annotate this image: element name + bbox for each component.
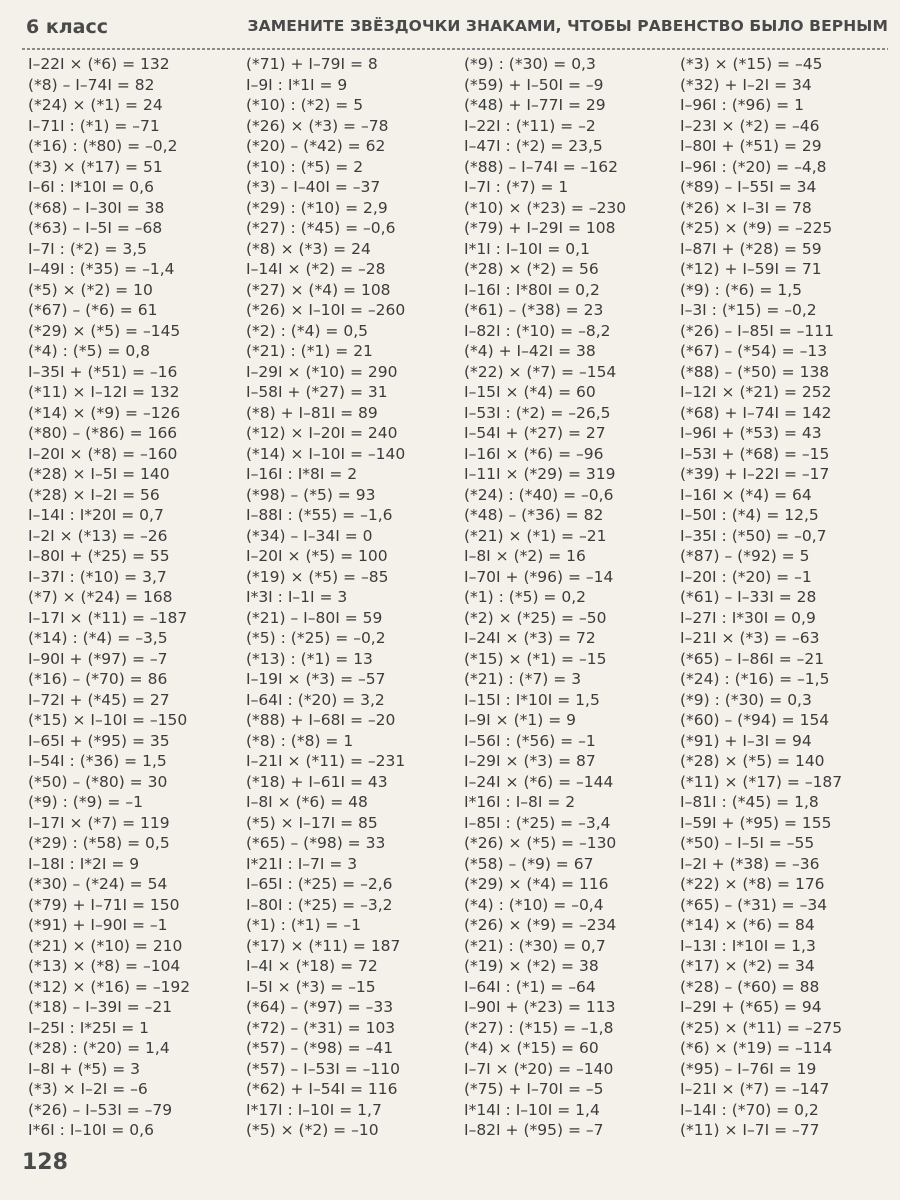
equation-item: I–58I + (*27) = 31 <box>246 383 388 401</box>
equation-item: (*39) + I–22I = –17 <box>680 465 830 483</box>
equation-item: I–7I : (*2) = 3,5 <box>28 239 148 258</box>
equation-item: I–20I : (*20) = –1 <box>680 567 812 586</box>
equation-item: (*26) × I–3I = 78 <box>680 198 812 217</box>
header-divider <box>22 48 888 50</box>
equation-item: I–4I × (*18) = 72 <box>246 957 378 975</box>
equation-item: (*26) × (*3) = –78 <box>246 116 389 135</box>
equation-item: I–14I : I*20I = 0,7 <box>28 506 164 524</box>
equation-item: I–25I : I*25I = 1 <box>28 1018 150 1037</box>
equation-item: I–21I × (*11) = –231 <box>246 752 406 770</box>
equation-item: I*6I : I–10I = 0,6 <box>28 1121 154 1139</box>
equation-item: (*22) × (*7) = –154 <box>464 362 617 381</box>
equation-item: (*29) : (*58) = 0,5 <box>28 834 170 852</box>
equation-item: (*27) × (*4) = 108 <box>246 280 391 299</box>
equation-item: I–85I : (*25) = –3,4 <box>464 813 611 832</box>
equation-item: (*57) – I–53I = –110 <box>246 1059 400 1078</box>
equation-item: (*15) × I–10I = –150 <box>28 711 188 729</box>
equation-item: I–22I : (*11) = –2 <box>464 116 596 135</box>
equation-item: I–13I : I*10I = 1,3 <box>680 936 816 955</box>
equation-item: I–49I : (*35) = –1,4 <box>28 260 175 278</box>
equation-item: (*95) – I–76I = 19 <box>680 1059 817 1078</box>
equation-item: (*60) – (*94) = 154 <box>680 711 830 729</box>
equation-item: (*17) × (*11) = 187 <box>246 936 401 955</box>
equation-item: (*19) × (*2) = 38 <box>464 957 599 975</box>
equation-item: (*71) + I–79I = 8 <box>246 55 378 73</box>
equation-item: I–9I : I*1I = 9 <box>246 75 348 94</box>
equation-item: (*12) × I–20I = 240 <box>246 424 398 442</box>
equation-item: (*24) × (*1) = 24 <box>28 96 163 114</box>
equation-item: (*26) – I–53I = –79 <box>28 1100 173 1119</box>
equation-item: I*17I : I–10I = 1,7 <box>246 1100 382 1119</box>
equation-item: (*48) + I–77I = 29 <box>464 96 606 114</box>
equation-item: (*10) : (*2) = 5 <box>246 96 364 114</box>
equation-item: (*26) × I–10I = –260 <box>246 301 406 319</box>
equation-item: (*88) – (*50) = 138 <box>680 362 830 381</box>
equation-item: (*19) × (*5) = –85 <box>246 567 389 586</box>
equation-item: I–29I × (*3) = 87 <box>464 752 596 770</box>
equation-item: I–82I : (*10) = –8,2 <box>464 321 611 340</box>
equation-item: (*21) × (*1) = –21 <box>464 526 607 545</box>
equation-item: (*21) × (*10) = 210 <box>28 936 183 955</box>
equation-item: I–29I × (*10) = 290 <box>246 362 398 381</box>
equation-item: I–7I × (*20) = –140 <box>464 1059 614 1078</box>
equation-item: I–17I × (*7) = 119 <box>28 813 170 832</box>
equation-item: (*9) : (*30) = 0,3 <box>680 690 812 709</box>
equation-item: (*18) + I–61I = 43 <box>246 772 388 791</box>
equation-item: I–24I × (*6) = –144 <box>464 772 614 791</box>
equation-item: (*65) – I–86I = –21 <box>680 649 825 668</box>
equation-item: (*28) – (*60) = 88 <box>680 977 820 996</box>
equation-item: I–80I + (*25) = 55 <box>28 547 170 565</box>
equation-item: (*28) × I–2I = 56 <box>28 485 160 504</box>
equation-item: (*13) × (*8) = –104 <box>28 957 181 975</box>
grade-label: 6 класс <box>26 16 108 38</box>
equation-item: (*10) × (*23) = –230 <box>464 198 627 217</box>
equation-item: I*14I : I–10I = 1,4 <box>464 1100 600 1119</box>
equation-item: I–80I + (*51) = 29 <box>680 137 822 155</box>
equation-item: (*27) : (*45) = –0,6 <box>246 219 396 237</box>
equation-item: I–47I : (*2) = 23,5 <box>464 137 603 155</box>
equation-item: (*8) : (*8) = 1 <box>246 731 354 750</box>
exercise-columns <box>28 54 888 1146</box>
equation-item: I–35I : (*50) = –0,7 <box>680 526 827 545</box>
equation-item: (*88) + I–68I = –20 <box>246 711 396 729</box>
equation-item: (*17) × (*2) = 34 <box>680 957 815 975</box>
equation-item: (*14) × (*9) = –126 <box>28 403 181 422</box>
equation-item: (*67) – (*54) = –13 <box>680 342 828 360</box>
equation-item: I–11I × (*29) = 319 <box>464 465 616 483</box>
equation-item: (*2) : (*4) = 0,5 <box>246 321 368 340</box>
equation-item: (*65) – (*98) = 33 <box>246 834 386 852</box>
equation-item: I–7I : (*7) = 1 <box>464 178 569 196</box>
equation-item: (*91) + I–3I = 94 <box>680 731 812 750</box>
equation-item: I–65I + (*95) = 35 <box>28 731 170 750</box>
equation-item: (*12) + I–59I = 71 <box>680 260 822 278</box>
equation-item: (*28) × I–5I = 140 <box>28 465 170 483</box>
equation-item: (*6) × (*19) = –114 <box>680 1039 833 1057</box>
equation-item: (*26) × (*9) = –234 <box>464 916 617 934</box>
equation-item: (*27) : (*15) = –1,8 <box>464 1018 614 1037</box>
equation-item: (*9) : (*30) = 0,3 <box>464 55 596 73</box>
equation-item: (*13) : (*1) = 13 <box>246 649 373 668</box>
equation-item: (*80) – (*86) = 166 <box>28 424 178 442</box>
equation-item: (*79) + I–29I = 108 <box>464 219 616 237</box>
equation-item: (*8) – I–74I = 82 <box>28 75 155 94</box>
equation-item: (*28) : (*20) = 1,4 <box>28 1039 170 1057</box>
equation-item: (*4) × (*15) = 60 <box>464 1039 599 1057</box>
equation-item: I*1I : I–10I = 0,1 <box>464 239 590 258</box>
equation-item: (*11) × I–12I = 132 <box>28 383 180 401</box>
equation-item: I–90I + (*97) = –7 <box>28 649 168 668</box>
equation-item: I–54I : (*36) = 1,5 <box>28 752 167 770</box>
equation-item: (*98) – (*5) = 93 <box>246 485 376 504</box>
equation-item: I–2I × (*13) = –26 <box>28 526 168 545</box>
equation-item: I–27I : I*30I = 0,9 <box>680 608 816 627</box>
equation-item: (*79) + I–71I = 150 <box>28 895 180 914</box>
equation-item: (*8) × (*3) = 24 <box>246 239 371 258</box>
equation-item: (*57) – (*98) = –41 <box>246 1039 394 1057</box>
equation-item: (*14) : (*4) = –3,5 <box>28 629 168 647</box>
equation-item: I–3I : (*15) = –0,2 <box>680 301 817 319</box>
equation-item: I–8I × (*2) = 16 <box>464 547 586 565</box>
equation-item: (*34) – I–34I = 0 <box>246 526 373 545</box>
equation-item: I–96I : (*20) = –4,8 <box>680 157 827 176</box>
equation-item: I–8I + (*5) = 3 <box>28 1059 141 1078</box>
equation-item: (*21) : (*30) = 0,7 <box>464 936 606 955</box>
equation-item: (*3) × (*17) = 51 <box>28 157 163 176</box>
equation-item: (*11) × I–7I = –77 <box>680 1121 820 1139</box>
equation-item: I–59I + (*95) = 155 <box>680 813 832 832</box>
equation-item: I–19I × (*3) = –57 <box>246 670 386 688</box>
equation-item: (*10) : (*5) = 2 <box>246 157 364 176</box>
equation-item: I–8I × (*6) = 48 <box>246 793 368 811</box>
exercise-column-2 <box>246 54 458 1141</box>
equation-item: I–16I × (*6) = –96 <box>464 444 604 463</box>
equation-item: I*16I : I–8I = 2 <box>464 793 576 811</box>
equation-item: (*75) + I–70I = –5 <box>464 1080 604 1098</box>
equation-item: (*30) – (*24) = 54 <box>28 875 168 893</box>
equation-item: (*4) : (*5) = 0,8 <box>28 342 150 360</box>
page-header <box>22 14 888 44</box>
equation-item: (*4) + I–42I = 38 <box>464 342 596 360</box>
equation-item: I–18I : I*2I = 9 <box>28 854 140 873</box>
equation-item: (*25) × (*11) = –275 <box>680 1018 843 1037</box>
equation-item: I–21I × (*7) = –147 <box>680 1080 830 1098</box>
equation-item: (*12) × (*16) = –192 <box>28 977 191 996</box>
equation-item: I–65I : (*25) = –2,6 <box>246 875 393 893</box>
equation-item: (*26) – I–85I = –111 <box>680 321 834 340</box>
equation-item: (*20) – (*42) = 62 <box>246 137 386 155</box>
equation-item: (*14) × I–10I = –140 <box>246 444 406 463</box>
equation-item: I–96I : (*96) = 1 <box>680 96 804 114</box>
equation-item: (*24) : (*16) = –1,5 <box>680 670 830 688</box>
equation-item: I–90I + (*23) = 113 <box>464 998 616 1016</box>
equation-item: (*2) × (*25) = –50 <box>464 608 607 627</box>
equation-item: I–53I : (*2) = –26,5 <box>464 403 611 422</box>
equation-item: I–12I × (*21) = 252 <box>680 383 832 401</box>
equation-item: (*32) + I–2I = 34 <box>680 75 812 94</box>
equation-item: I–96I + (*53) = 43 <box>680 424 822 442</box>
equation-item: (*58) – (*9) = 67 <box>464 854 594 873</box>
equation-item: I–81I : (*45) = 1,8 <box>680 793 819 811</box>
equation-item: (*15) × (*1) = –15 <box>464 649 607 668</box>
equation-item: I–87I + (*28) = 59 <box>680 239 822 258</box>
equation-item: I–80I : (*25) = –3,2 <box>246 895 393 914</box>
exercise-title: ЗАМЕНИТЕ ЗВЁЗДОЧКИ ЗНАКАМИ, ЧТОБЫ РАВЕНСТВО БЫЛО ВЕРНЫМ <box>247 17 888 35</box>
equation-item: I–64I : (*20) = 3,2 <box>246 690 385 709</box>
equation-item: I–72I + (*45) = 27 <box>28 690 170 709</box>
equation-item: I–20I × (*8) = –160 <box>28 444 178 463</box>
equation-item: (*59) + I–50I = –9 <box>464 75 604 94</box>
equation-item: (*5) × (*2) = –10 <box>246 1121 379 1139</box>
equation-item: (*61) – (*38) = 23 <box>464 301 604 319</box>
equation-item: (*65) – (*31) = –34 <box>680 895 828 914</box>
equation-item: (*9) : (*9) = –1 <box>28 793 143 811</box>
equation-item: (*21) – I–80I = 59 <box>246 608 383 627</box>
equation-item: (*62) + I–54I = 116 <box>246 1080 398 1098</box>
equation-item: I–17I × (*11) = –187 <box>28 608 188 627</box>
equation-item: (*8) + I–81I = 89 <box>246 403 378 422</box>
equation-item: (*48) – (*36) = 82 <box>464 506 604 524</box>
equation-item: (*3) × (*15) = –45 <box>680 55 823 73</box>
equation-item: I–5I × (*3) = –15 <box>246 977 376 996</box>
equation-item: (*26) × (*5) = –130 <box>464 834 617 852</box>
equation-item: I–23I × (*2) = –46 <box>680 116 820 135</box>
equation-item: I–16I × (*4) = 64 <box>680 485 812 504</box>
equation-item: I–14I × (*2) = –28 <box>246 260 386 278</box>
equation-item: I–70I + (*96) = –14 <box>464 567 614 586</box>
equation-item: (*5) : (*25) = –0,2 <box>246 629 386 647</box>
equation-item: I–82I + (*95) = –7 <box>464 1121 604 1139</box>
equation-item: I–14I : (*70) = 0,2 <box>680 1100 819 1119</box>
equation-item: (*5) × (*2) = 10 <box>28 280 153 299</box>
equation-item: (*4) : (*10) = –0,4 <box>464 895 604 914</box>
equation-item: (*50) – I–5I = –55 <box>680 834 815 852</box>
equation-item: (*64) – (*97) = –33 <box>246 998 394 1016</box>
equation-item: (*68) + I–74I = 142 <box>680 403 832 422</box>
equation-item: (*28) × (*5) = 140 <box>680 752 825 770</box>
equation-item: I–9I × (*1) = 9 <box>464 711 577 729</box>
equation-item: (*1) : (*1) = –1 <box>246 916 361 934</box>
equation-item: (*87) – (*92) = 5 <box>680 547 810 565</box>
equation-item: (*18) – I–39I = –21 <box>28 998 173 1016</box>
equation-item: I–15I : I*10I = 1,5 <box>464 690 600 709</box>
equation-item: (*24) : (*40) = –0,6 <box>464 485 614 504</box>
equation-item: (*91) + I–90I = –1 <box>28 916 168 934</box>
equation-item: I–2I + (*38) = –36 <box>680 854 820 873</box>
equation-item: (*89) – I–55I = 34 <box>680 178 817 196</box>
equation-item: (*22) × (*8) = 176 <box>680 875 825 893</box>
equation-item: (*72) – (*31) = 103 <box>246 1018 396 1037</box>
equation-item: I–56I : (*56) = –1 <box>464 731 596 750</box>
equation-item: (*68) – I–30I = 38 <box>28 198 165 217</box>
equation-item: (*50) – (*80) = 30 <box>28 772 168 791</box>
equation-item: I–35I + (*51) = –16 <box>28 362 178 381</box>
equation-item: I–64I : (*1) = –64 <box>464 977 596 996</box>
equation-item: I–71I : (*1) = –71 <box>28 116 160 135</box>
equation-item: (*88) – I–74I = –162 <box>464 157 618 176</box>
equation-item: (*3) × I–2I = –6 <box>28 1080 148 1098</box>
equation-item: (*7) × (*24) = 168 <box>28 588 173 606</box>
equation-item: (*16) : (*80) = –0,2 <box>28 137 178 155</box>
equation-item: I–29I + (*65) = 94 <box>680 998 822 1016</box>
equation-item: I–53I + (*68) = –15 <box>680 444 830 463</box>
equation-item: (*28) × (*2) = 56 <box>464 260 599 278</box>
equation-item: (*61) – I–33I = 28 <box>680 588 817 606</box>
equation-item: I–54I + (*27) = 27 <box>464 424 606 442</box>
equation-item: I–16I : I*8I = 2 <box>246 465 358 483</box>
equation-item: I–6I : I*10I = 0,6 <box>28 178 154 196</box>
equation-item: I–37I : (*10) = 3,7 <box>28 567 167 586</box>
equation-item: I–88I : (*55) = –1,6 <box>246 506 393 524</box>
equation-item: (*67) – (*6) = 61 <box>28 301 158 319</box>
equation-item: (*29) × (*4) = 116 <box>464 875 609 893</box>
equation-item: (*21) : (*1) = 21 <box>246 342 373 360</box>
exercise-column-3 <box>464 54 676 1141</box>
equation-item: I–50I : (*4) = 12,5 <box>680 506 819 524</box>
page-number: 128 <box>22 1150 68 1175</box>
equation-item: I–21I × (*3) = –63 <box>680 629 820 647</box>
equation-item: I*21I : I–7I = 3 <box>246 854 358 873</box>
equation-item: (*16) – (*70) = 86 <box>28 670 168 688</box>
equation-item: I–22I × (*6) = 132 <box>28 55 170 73</box>
equation-item: (*29) × (*5) = –145 <box>28 321 181 340</box>
equation-item: (*21) : (*7) = 3 <box>464 670 582 688</box>
exercise-column-4 <box>680 54 892 1141</box>
equation-item: I–16I : I*80I = 0,2 <box>464 280 600 299</box>
equation-item: I*3I : I–1I = 3 <box>246 588 348 606</box>
equation-item: (*1) : (*5) = 0,2 <box>464 588 586 606</box>
equation-item: I–20I × (*5) = 100 <box>246 547 388 565</box>
equation-item: (*63) – I–5I = –68 <box>28 219 163 237</box>
equation-item: (*25) × (*9) = –225 <box>680 219 833 237</box>
equation-item: (*9) : (*6) = 1,5 <box>680 280 802 299</box>
equation-item: (*5) × I–17I = 85 <box>246 813 378 832</box>
equation-item: (*29) : (*10) = 2,9 <box>246 198 388 217</box>
exercise-column-1 <box>28 54 240 1141</box>
equation-item: (*11) × (*17) = –187 <box>680 772 843 791</box>
equation-item: (*3) – I–40I = –37 <box>246 178 381 196</box>
equation-item: I–15I × (*4) = 60 <box>464 383 596 401</box>
equation-item: (*14) × (*6) = 84 <box>680 916 815 934</box>
equation-item: I–24I × (*3) = 72 <box>464 629 596 647</box>
